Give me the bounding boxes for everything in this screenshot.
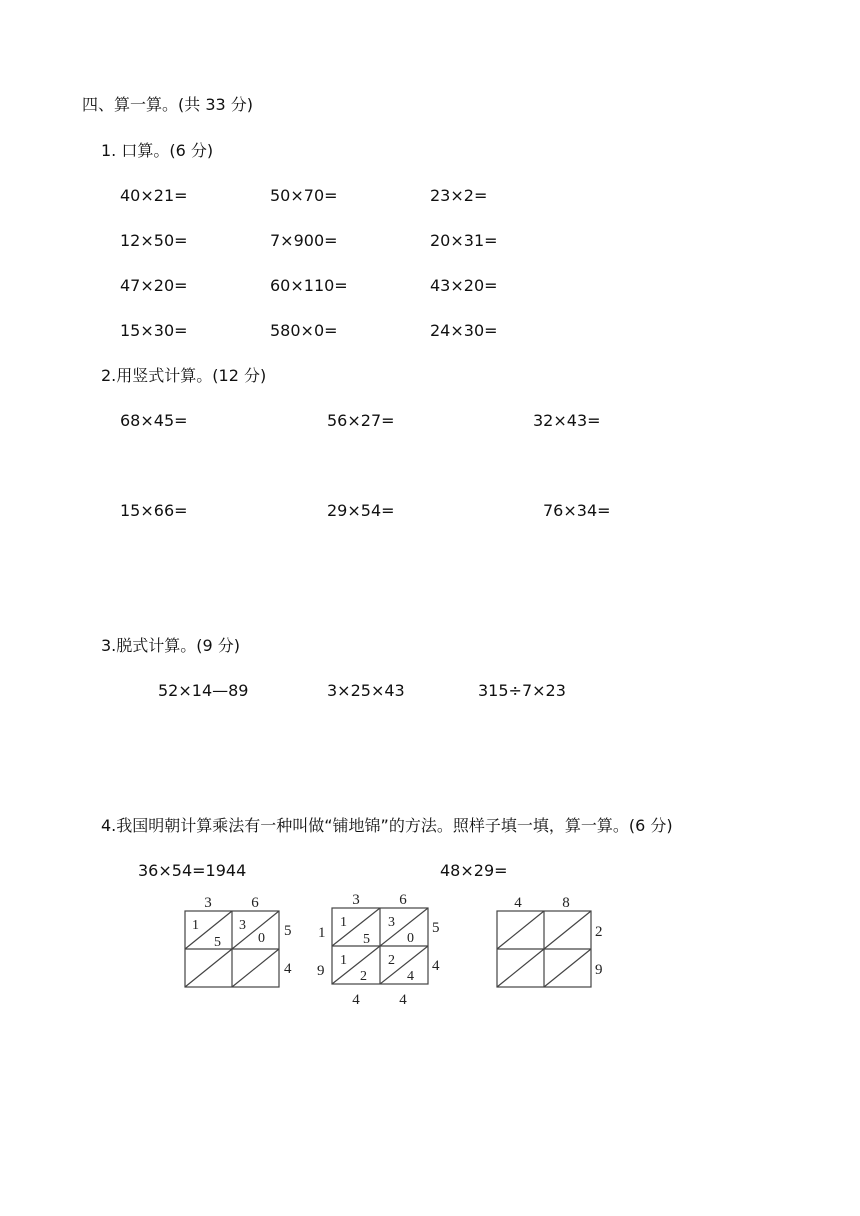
q1-item: 20×31= (430, 231, 498, 250)
left-digit: 1 (318, 925, 326, 941)
cell-digit: 3 (239, 918, 246, 933)
q1-item: 23×2= (430, 186, 488, 205)
lattice-grid-example-start (170, 890, 305, 995)
bottom-digit: 4 (352, 992, 360, 1008)
right-digit: 2 (595, 924, 603, 940)
right-digit: 5 (284, 923, 292, 939)
q1-item: 50×70= (270, 186, 338, 205)
cell-digit: 5 (363, 932, 370, 947)
top-digit: 6 (399, 892, 407, 908)
q2-item: 29×54= (327, 501, 395, 520)
cell-digit: 3 (388, 915, 395, 930)
q1-item: 24×30= (430, 321, 498, 340)
q2-item: 56×27= (327, 411, 395, 430)
q2-item: 15×66= (120, 501, 188, 520)
lattice-grid-example-complete (312, 890, 452, 1010)
q1-item: 40×21= (120, 186, 188, 205)
cell-digit: 1 (192, 918, 199, 933)
cell-digit: 0 (258, 931, 265, 946)
right-digit: 4 (284, 961, 292, 977)
q2-title: 2.用竖式计算。(12 分) (101, 366, 267, 385)
top-digit: 6 (251, 895, 259, 911)
q3-item: 3×25×43 (327, 681, 405, 700)
cell-digit: 4 (407, 969, 414, 984)
q3-item: 52×14—89 (158, 681, 249, 700)
right-digit: 4 (432, 958, 440, 974)
cell-digit: 1 (340, 953, 347, 968)
q1-item: 43×20= (430, 276, 498, 295)
cell-digit: 5 (214, 935, 221, 950)
q2-item: 32×43= (533, 411, 601, 430)
left-digit: 9 (317, 963, 325, 979)
q1-item: 580×0= (270, 321, 338, 340)
q2-item: 68×45= (120, 411, 188, 430)
q1-title: 1. 口算。(6 分) (101, 141, 214, 160)
q3-title: 3.脱式计算。(9 分) (101, 636, 241, 655)
cell-digit: 0 (407, 931, 414, 946)
right-digit: 9 (595, 962, 603, 978)
section-title: 四、算一算。(共 33 分) (82, 95, 254, 114)
q3-item: 315÷7×23 (478, 681, 566, 700)
cell-digit: 2 (360, 969, 367, 984)
q4-title: 4.我国明朝计算乘法有一种叫做“铺地锦”的方法。照样子填一填，算一算。(6 分) (101, 816, 673, 835)
q1-item: 12×50= (120, 231, 188, 250)
q1-item: 15×30= (120, 321, 188, 340)
bottom-digit: 4 (399, 992, 407, 1008)
q4-example-label: 36×54=1944 (138, 861, 247, 880)
cell-digit: 2 (388, 953, 395, 968)
top-digit: 3 (352, 892, 360, 908)
cell-digit: 1 (340, 915, 347, 930)
lattice-grid-task (482, 890, 617, 995)
top-digit: 8 (562, 895, 570, 911)
q4-task-label: 48×29= (440, 861, 508, 880)
top-digit: 3 (204, 895, 212, 911)
top-digit: 4 (514, 895, 522, 911)
q2-item: 76×34= (543, 501, 611, 520)
q1-item: 47×20= (120, 276, 188, 295)
right-digit: 5 (432, 920, 440, 936)
q1-item: 60×110= (270, 276, 348, 295)
q1-item: 7×900= (270, 231, 338, 250)
